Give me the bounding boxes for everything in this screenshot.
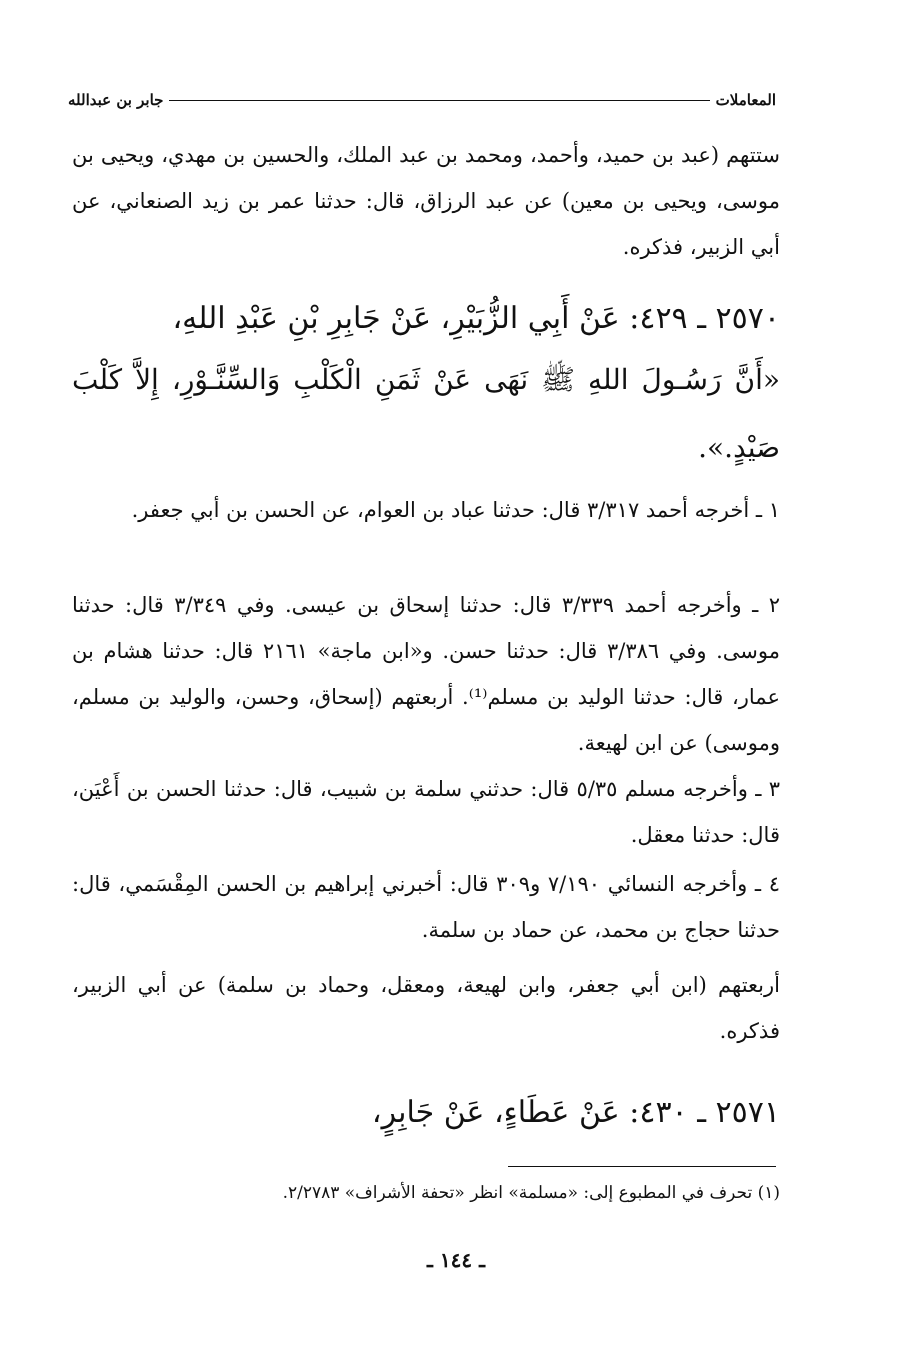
hadith-text-2570: «أَنَّ رَسُـولَ اللهِ ﷺ نَهَى عَنْ ثَمَنِ الْكَلْبِ وَالسِّنَّـوْرِ، إِلاَّ كَلْبَ صَيْدٍ.».: [72, 363, 780, 464]
takhrij-2: ٢ ـ وأخرجه أحمد ٣/٣٣٩ قال: حدثنا إسحاق بن عيسى. وفي ٣/٣٤٩ قال: حدثنا موسى. وفي ٣/٣٨٦ قال: حدثنا حسن. و«ابن ماجة» ٢١٦١ قال: حدثنا هشام بن عمار، قال: حدثنا الوليد بن مسلم⁽¹⁾. أربعتهم (إسحاق، وحسن، والوليد بن مسلم، وموسى) عن ابن لهيعة.: [72, 593, 780, 755]
header-section: المعاملات: [715, 91, 776, 109]
paragraph-intro: ستتهم (عبد بن حميد، وأحمد، ومحمد بن عبد الملك، والحسين بن مهدي، ويحيى بن موسى، ويحيى بن معين) عن عبد الرزاق، قال: حدثنا عمر بن زيد الصنعاني، عن أبي الزبير، فذكره.: [72, 143, 780, 259]
footnote-rule: [508, 1166, 776, 1167]
footnote-1: (١) تحرف في المطبوع إلى: «مسلمة» انظر «تحفة الأشراف» ٢/٢٧٨٣.: [282, 1183, 780, 1203]
takhrij-summary: أربعتهم (ابن أبي جعفر، وابن لهيعة، ومعقل، وحماد بن سلمة) عن أبي الزبير، فذكره.: [72, 973, 780, 1043]
page-number: ـ ١٤٤ ـ: [427, 1248, 485, 1272]
hadith-heading-2571: ٢٥٧١ ـ ٤٣٠: عَنْ عَطَاءٍ، عَنْ جَابِرٍ،: [371, 1095, 780, 1130]
running-header: [68, 88, 776, 112]
takhrij-3: ٣ ـ وأخرجه مسلم ٥/٣٥ قال: حدثني سلمة بن شبيب، قال: حدثنا الحسن بن أَعْيَن، قال: حدثنا معقل.: [72, 777, 780, 847]
takhrij-1: ١ ـ أخرجه أحمد ٣/٣١٧ قال: حدثنا عباد بن العوام، عن الحسن بن أبي جعفر.: [131, 498, 780, 522]
header-chapter: جابر بن عبدالله: [68, 91, 164, 109]
takhrij-4: ٤ ـ وأخرجه النسائي ٧/١٩٠ و٣٠٩ قال: أخبرني إبراهيم بن الحسن المِقْسَمي، قال: حدثنا حجاج بن محمد، عن حماد بن سلمة.: [72, 872, 780, 942]
hadith-heading-2570: ٢٥٧٠ ـ ٤٢٩: عَنْ أَبِي الزُّبَيْرِ، عَنْ جَابِرِ بْنِ عَبْدِ اللهِ،: [172, 301, 780, 336]
header-rule: [169, 100, 709, 101]
